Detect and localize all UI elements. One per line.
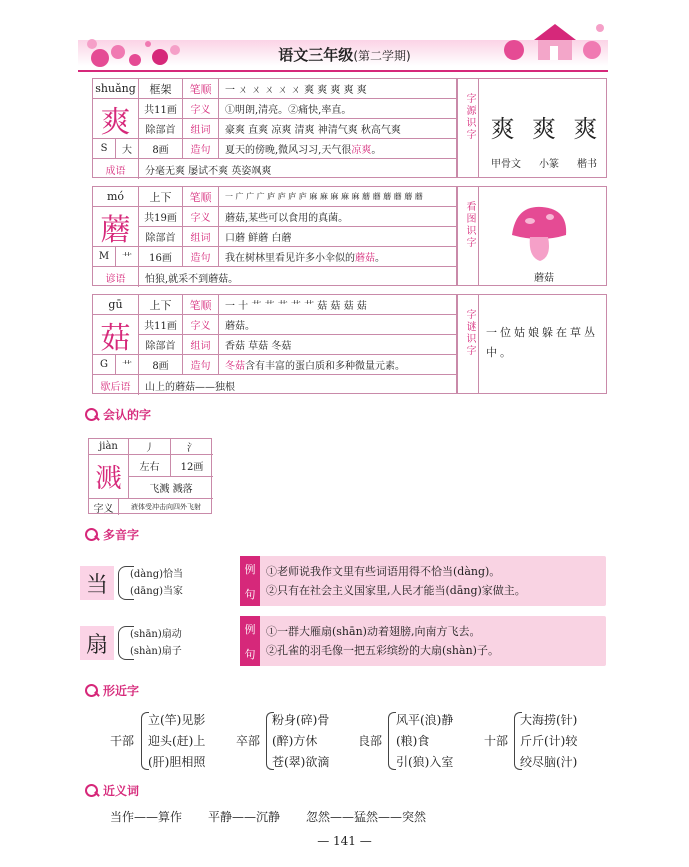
meaning-label: 字义: [183, 99, 219, 119]
riddle-text: 一位姑娘躲在草丛中。: [486, 326, 598, 359]
stroke-count: 共11画: [139, 315, 183, 335]
polyphone-char-shan: 扇: [80, 626, 114, 660]
structure: 左右: [129, 455, 171, 477]
evolution-labels: 甲骨文 小篆 楷书: [491, 159, 597, 170]
example-sentences: ①一群大雁扇(shān)动着翅膀,向南方飞去。 ②孔雀的羽毛像一把五彩缤纷的大扇(shàn)子。: [266, 625, 499, 657]
big-char: 蘑: [93, 207, 139, 247]
stroke-label: 笔顺: [183, 79, 219, 99]
pinyin: mó: [93, 187, 139, 207]
structure: 框架: [139, 79, 183, 99]
idiom-label: 成语: [93, 159, 139, 179]
magnifier-icon: [84, 783, 100, 799]
char-evolution: 爽 爽 爽: [490, 115, 598, 143]
stroke-order: 一 十 艹 艹 艹 艹 艹 菇 菇 菇 菇: [219, 295, 458, 315]
words-label: 组词: [183, 227, 219, 247]
stroke-count: 12画: [171, 455, 213, 477]
group-head: 干部: [110, 734, 135, 748]
meaning: 蘑菇,某些可以食用的真菌。: [219, 207, 458, 227]
stroke-order: 一 ㄨ ㄨ ㄨ ㄨ ㄨ 爽 爽 爽 爽 爽: [219, 79, 458, 99]
stroke-count: 共11画: [139, 99, 183, 119]
radical-label: 除部首: [139, 335, 183, 355]
synonym-row: 当作——算作 平静——沉静 忽然——猛然——突然: [110, 810, 427, 824]
meaning: 蘑菇。: [219, 315, 458, 335]
sentence-label: 造句: [183, 247, 219, 267]
polyphone-readings: (dàng)恰当 (dāng)当家: [130, 569, 184, 597]
sentence-label: 造句: [183, 355, 219, 375]
first-stroke: 丿: [129, 439, 171, 455]
char-card-mo: [92, 186, 457, 286]
char-card-shuang: [92, 78, 457, 178]
char-card-gu: [92, 294, 457, 394]
pinyin: gū: [93, 295, 139, 315]
radical: 氵: [171, 439, 213, 455]
recognize-card: [88, 438, 212, 514]
section-synonym: 近义词: [84, 782, 139, 799]
mushroom-illustration: [506, 201, 572, 265]
group-items: 风平(浪)静 (粮)食 引(狼)入室: [396, 713, 454, 769]
sentence: 夏天的傍晚,微风习习,天气很 凉爽 。: [219, 139, 458, 159]
stroke-order: 一 广 广 广 庐 庐 庐 庐 麻 麻 麻 麻 麻 蘑 蘑 蘑 蘑 蘑 蘑: [219, 187, 458, 207]
pinyin: jiàn: [89, 439, 129, 455]
words: 香菇 草菇 冬菇: [219, 335, 458, 355]
section-recognize: 会认的字: [84, 406, 151, 423]
group-items: 大海捞(针) 斤斤(计)较 绞尽脑(汁): [520, 713, 578, 769]
sort-letter: M: [93, 247, 116, 267]
pinyin: shuǎng: [93, 79, 139, 99]
words: 豪爽 直爽 凉爽 清爽 神清气爽 秋高气爽: [219, 119, 458, 139]
meaning-label: 字义: [89, 499, 119, 515]
group-head: 十部: [484, 734, 509, 748]
page-number: — 141 —: [317, 834, 372, 848]
radical-count: 8画: [139, 139, 183, 159]
page-title: 语文三年级(第二学期): [278, 46, 411, 64]
side-title: 字谜识字: [464, 309, 475, 357]
sort-radical: 大: [116, 139, 139, 159]
radical-count: 8画: [139, 355, 183, 375]
sentence: 冬菇 含有丰富的蛋白质和多种微量元素。: [219, 355, 458, 375]
divider: [478, 187, 479, 285]
big-char: 爽: [93, 99, 139, 139]
idiom: 怕狼,就采不到蘑菇。: [145, 273, 239, 285]
radical-count: 16画: [139, 247, 183, 267]
idiom: 山上的蘑菇——独根: [145, 381, 235, 393]
group-head: 卒部: [236, 734, 261, 748]
stroke-label: 笔顺: [183, 187, 219, 207]
section-similar: 形近字: [84, 682, 139, 699]
example-tag: 例 句: [240, 556, 260, 606]
example-box: [240, 616, 606, 666]
section-polyphone: 多音字: [84, 526, 139, 543]
stroke-count: 共19画: [139, 207, 183, 227]
example-sentences: ①老师说我作文里有些词语用得不恰当(dàng)。 ②只有在社会主义国家里,人民才能当(dāng)家做主。: [266, 565, 526, 597]
picture-panel: [457, 186, 607, 286]
words: 飞溅 溅落: [129, 477, 213, 499]
divider: [478, 79, 479, 177]
meaning-label: 字义: [183, 207, 219, 227]
polyphone-char-dang: 当: [80, 566, 114, 600]
magnifier-icon: [84, 527, 100, 543]
words-label: 组词: [183, 119, 219, 139]
polyphone-readings: (shān)扇动 (shàn)扇子: [130, 629, 182, 657]
words-label: 组词: [183, 335, 219, 355]
structure: 上下: [139, 295, 183, 315]
sentence-label: 造句: [183, 139, 219, 159]
divider: [478, 295, 479, 393]
words: 口蘑 鲜蘑 白蘑: [219, 227, 458, 247]
image-caption: 蘑菇: [534, 273, 554, 284]
meaning: 液体受冲击向四外飞射: [131, 503, 201, 511]
idiom: 分毫无爽 屡试不爽 英姿飒爽: [145, 165, 272, 177]
side-title: 看图识字: [464, 201, 475, 249]
group-items: 粉身(碎)骨 (醉)方休 苍(翠)欲滴: [272, 713, 330, 769]
stroke-label: 笔顺: [183, 295, 219, 315]
brace: [388, 712, 396, 770]
side-title: 字源识字: [464, 93, 475, 141]
sort-letter: G: [93, 355, 116, 375]
magnifier-icon: [84, 683, 100, 699]
big-char: 菇: [93, 315, 139, 355]
sort-radical: 艹: [116, 355, 139, 375]
etymology-panel: [457, 78, 607, 178]
radical-label: 除部首: [139, 119, 183, 139]
group-items: 立(竿)见影 迎头(赶)上 (肝)胆相照: [148, 713, 206, 769]
magnifier-icon: [84, 407, 100, 423]
group-head: 良部: [358, 734, 383, 748]
sort-radical: 艹: [116, 247, 139, 267]
sort-letter: S: [93, 139, 116, 159]
riddle-panel: [457, 294, 607, 394]
idiom-label: 歇后语: [93, 375, 139, 395]
structure: 上下: [139, 187, 183, 207]
meaning-label: 字义: [183, 315, 219, 335]
header-line: [78, 70, 608, 72]
radical-label: 除部首: [139, 227, 183, 247]
meaning: ①明朗,清亮。②痛快,率直。: [219, 99, 458, 119]
idiom-label: 谚语: [93, 267, 139, 287]
big-char: 溅: [89, 455, 129, 499]
example-tag: 例 句: [240, 616, 260, 666]
sentence: 我在树林里看见许多小伞似的 蘑菇 。: [219, 247, 458, 267]
example-box: [240, 556, 606, 606]
